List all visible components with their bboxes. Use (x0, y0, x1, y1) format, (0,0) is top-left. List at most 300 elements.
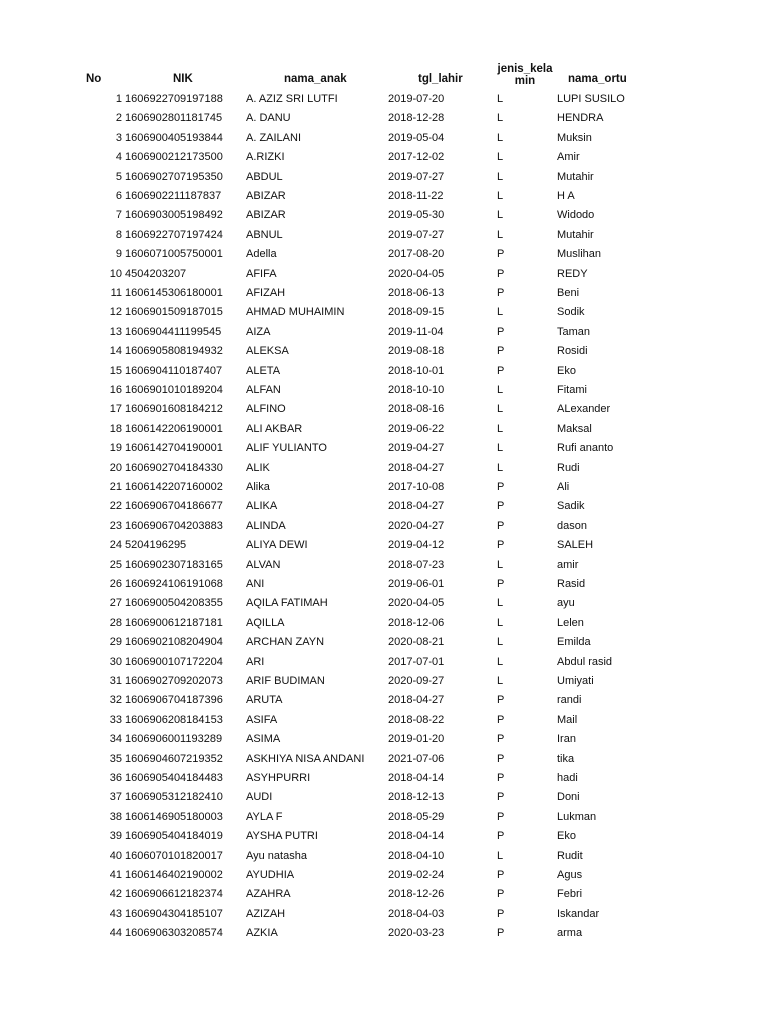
cell-jenis-kelamin: L (497, 597, 504, 610)
table-row (0, 206, 768, 225)
table-row (0, 420, 768, 439)
cell-no: 40 (109, 849, 122, 862)
cell-tgl-lahir: 2020-08-21 (388, 636, 445, 649)
cell-jenis-kelamin: P (497, 830, 505, 843)
table-row (0, 866, 768, 885)
table-row (0, 342, 768, 361)
cell-tgl-lahir: 2018-08-22 (388, 713, 445, 726)
cell-nama-anak: ABDUL (246, 170, 283, 183)
cell-jenis-kelamin: P (497, 713, 505, 726)
cell-nik: 1606901509187015 (125, 306, 223, 319)
table-row (0, 459, 768, 478)
cell-nama-ortu: Eko (557, 830, 576, 843)
cell-nama-anak: AIZA (246, 325, 271, 338)
cell-tgl-lahir: 2018-04-27 (388, 500, 445, 513)
cell-nama-ortu: Iskandar (557, 907, 600, 920)
cell-nama-ortu: Maksal (557, 422, 592, 435)
cell-nama-ortu: SALEH (557, 539, 594, 552)
cell-no: 43 (109, 907, 122, 920)
cell-jenis-kelamin: P (497, 733, 505, 746)
cell-nama-anak: ALVAN (246, 558, 281, 571)
cell-jenis-kelamin: P (497, 927, 505, 940)
cell-jenis-kelamin: P (497, 500, 505, 513)
cell-jenis-kelamin: P (497, 539, 505, 552)
cell-jenis-kelamin: P (497, 364, 505, 377)
cell-tgl-lahir: 2017-10-08 (388, 481, 445, 493)
table-row (0, 187, 768, 206)
cell-no: 28 (109, 616, 122, 629)
cell-tgl-lahir: 2018-12-26 (388, 888, 445, 901)
cell-nik: 1606146402190002 (125, 869, 223, 881)
cell-nama-ortu: Agus (557, 869, 583, 881)
table-row (0, 769, 768, 788)
cell-no: 32 (109, 694, 122, 707)
cell-nama-anak: AQILLA (246, 616, 285, 629)
cell-no: 19 (109, 442, 122, 455)
cell-nama-ortu: Muslihan (557, 248, 602, 261)
table-row (0, 808, 768, 827)
cell-tgl-lahir: 2018-12-13 (388, 791, 445, 804)
cell-jenis-kelamin: P (497, 694, 505, 707)
cell-tgl-lahir: 2021-07-06 (388, 752, 445, 765)
cell-nama-ortu: dason (557, 519, 587, 532)
cell-no: 44 (109, 927, 122, 940)
cell-nama-anak: ABNUL (246, 228, 283, 241)
table-row (0, 381, 768, 400)
cell-nama-anak: A. DANU (246, 112, 291, 125)
cell-jenis-kelamin: L (497, 306, 504, 319)
cell-nik: 1606902709202073 (125, 675, 223, 687)
cell-nik: 1606904304185107 (125, 907, 223, 920)
cell-nik: 1606902801181745 (125, 112, 223, 125)
cell-jenis-kelamin: P (497, 248, 505, 261)
cell-tgl-lahir: 2018-10-10 (388, 384, 445, 396)
cell-nik: 1606905404184019 (125, 830, 223, 843)
cell-no: 37 (109, 791, 122, 804)
cell-jenis-kelamin: P (497, 345, 505, 358)
cell-nama-ortu: Mail (557, 713, 578, 726)
cell-jenis-kelamin: L (497, 636, 504, 649)
cell-nik: 1606146905180003 (125, 810, 223, 823)
cell-nama-ortu: Beni (557, 287, 580, 299)
cell-jenis-kelamin: L (497, 422, 504, 435)
cell-nik: 1606901010189204 (125, 384, 223, 396)
cell-nik: 1606900212173500 (125, 151, 223, 164)
table-row (0, 517, 768, 536)
cell-nik: 1606904110187407 (125, 364, 223, 377)
cell-nik: 1606900107172204 (125, 655, 223, 668)
cell-nik: 1606900504208355 (125, 597, 223, 610)
cell-jenis-kelamin: L (497, 655, 504, 668)
cell-nama-anak: ALI AKBAR (246, 422, 303, 435)
cell-nama-anak: A. AZIZ SRI LUTFI (246, 93, 338, 105)
cell-tgl-lahir: 2019-01-20 (388, 733, 445, 746)
cell-nik: 1606906704186677 (125, 500, 223, 513)
cell-nik: 1606902108204904 (125, 636, 223, 649)
cell-no: 20 (109, 461, 122, 474)
table-row (0, 478, 768, 497)
header-nama-anak: nama_anak (284, 73, 347, 85)
cell-nama-anak: ARCHAN ZAYN (246, 636, 325, 649)
cell-nik: 1606906704203883 (125, 519, 223, 532)
cell-nama-ortu: hadi (557, 772, 578, 784)
cell-nik: 1606905312182410 (125, 791, 223, 804)
cell-no: 13 (109, 325, 122, 338)
cell-nik: 1606145306180001 (125, 287, 223, 299)
cell-nama-ortu: REDY (557, 267, 588, 280)
cell-nik: 1606903005198492 (125, 209, 223, 222)
cell-no: 23 (109, 519, 122, 532)
table-row (0, 226, 768, 245)
cell-tgl-lahir: 2018-05-29 (388, 810, 445, 823)
cell-jenis-kelamin: P (497, 907, 505, 920)
cell-tgl-lahir: 2019-05-30 (388, 209, 445, 222)
table-row (0, 594, 768, 613)
header-no: No (86, 73, 102, 85)
cell-tgl-lahir: 2018-04-10 (388, 849, 445, 862)
cell-tgl-lahir: 2017-07-01 (388, 655, 445, 668)
table-row (0, 633, 768, 652)
table-row (0, 788, 768, 807)
cell-nik: 1606902707195350 (125, 170, 223, 183)
cell-jenis-kelamin: P (497, 325, 505, 338)
cell-nik: 1606070101820017 (125, 849, 223, 862)
cell-jenis-kelamin: L (497, 170, 504, 183)
cell-tgl-lahir: 2018-11-22 (388, 190, 444, 202)
cell-no: 7 (115, 209, 122, 222)
cell-nama-ortu: Muksin (557, 131, 592, 144)
cell-jenis-kelamin: L (497, 675, 504, 687)
cell-no: 27 (109, 597, 122, 610)
cell-nama-ortu: HENDRA (557, 112, 604, 125)
cell-nama-ortu: Widodo (557, 209, 595, 222)
cell-nama-anak: ALFINO (246, 403, 286, 416)
cell-tgl-lahir: 2019-04-12 (388, 539, 445, 552)
cell-nama-ortu: tika (557, 752, 575, 765)
cell-nama-ortu: ALexander (557, 403, 611, 416)
cell-no: 14 (109, 345, 122, 358)
cell-nama-anak: AFIZAH (246, 287, 286, 299)
cell-nama-ortu: Febri (557, 888, 583, 901)
cell-nama-ortu: Rosidi (557, 345, 588, 358)
cell-no: 35 (109, 752, 122, 765)
cell-tgl-lahir: 2020-04-27 (388, 519, 445, 532)
cell-tgl-lahir: 2018-09-15 (388, 306, 445, 319)
cell-jenis-kelamin: P (497, 791, 505, 804)
cell-nik: 1606902307183165 (125, 558, 223, 571)
table-row (0, 323, 768, 342)
cell-tgl-lahir: 2017-08-20 (388, 248, 445, 261)
cell-nama-anak: AQILA FATIMAH (246, 597, 328, 610)
table-row (0, 827, 768, 846)
cell-no: 10 (109, 267, 122, 280)
cell-nama-ortu: H A (557, 190, 575, 202)
cell-nama-ortu: Emilda (557, 636, 591, 649)
table-row (0, 711, 768, 730)
table-row (0, 905, 768, 924)
cell-nama-ortu: Doni (557, 791, 580, 804)
cell-nik: 4504203207 (125, 267, 187, 280)
cell-no: 41 (109, 869, 122, 881)
cell-no: 2 (115, 112, 122, 125)
cell-no: 16 (109, 384, 122, 396)
cell-nama-anak: ASKHIYA NISA ANDANI (246, 752, 365, 765)
table-row (0, 245, 768, 264)
cell-nik: 1606904607219352 (125, 752, 223, 765)
cell-tgl-lahir: 2019-06-01 (388, 578, 445, 590)
table-row (0, 653, 768, 672)
table-row (0, 109, 768, 128)
table-row (0, 168, 768, 187)
cell-jenis-kelamin: L (497, 616, 504, 629)
cell-nama-ortu: randi (557, 694, 582, 707)
cell-tgl-lahir: 2019-11-04 (388, 325, 444, 338)
table-row (0, 672, 768, 691)
table-row (0, 303, 768, 322)
cell-tgl-lahir: 2019-04-27 (388, 442, 445, 455)
cell-nama-anak: ARUTA (246, 694, 283, 707)
cell-jenis-kelamin: L (497, 403, 504, 416)
cell-tgl-lahir: 2018-08-16 (388, 403, 445, 416)
cell-nama-ortu: ayu (557, 597, 575, 610)
cell-nik: 1606924106191068 (125, 578, 223, 590)
cell-nama-anak: ALETA (246, 364, 281, 377)
cell-jenis-kelamin: L (497, 209, 504, 222)
cell-nama-anak: ARI (246, 655, 265, 668)
cell-nik: 1606071005750001 (125, 248, 223, 261)
cell-no: 17 (109, 403, 122, 416)
cell-nama-anak: AYUDHIA (246, 869, 295, 881)
cell-nama-anak: Alika (246, 481, 270, 493)
table-row (0, 924, 768, 943)
cell-nik: 1606142206190001 (125, 422, 223, 435)
cell-nama-ortu: LUPI SUSILO (557, 93, 625, 105)
table-row (0, 847, 768, 866)
cell-nama-anak: AZKIA (246, 927, 278, 940)
cell-nama-ortu: Lelen (557, 616, 584, 629)
cell-no: 29 (109, 636, 122, 649)
cell-tgl-lahir: 2018-06-13 (388, 287, 445, 299)
cell-no: 1 (115, 93, 122, 105)
cell-no: 9 (115, 248, 122, 261)
table-row (0, 400, 768, 419)
cell-nik: 1606902704184330 (125, 461, 223, 474)
cell-no: 33 (109, 713, 122, 726)
cell-no: 5 (115, 170, 122, 183)
cell-nik: 1606905808194932 (125, 345, 223, 358)
cell-nama-ortu: Rudi (557, 461, 580, 474)
cell-jenis-kelamin: P (497, 772, 505, 784)
cell-no: 12 (109, 306, 122, 319)
cell-jenis-kelamin: L (497, 93, 504, 105)
cell-nik: 1606906303208574 (125, 927, 223, 940)
cell-nama-anak: A.RIZKI (246, 151, 285, 164)
cell-nama-anak: A. ZAILANI (246, 131, 302, 144)
cell-no: 6 (115, 190, 122, 202)
cell-jenis-kelamin: L (497, 131, 504, 144)
cell-no: 39 (109, 830, 122, 843)
cell-nama-ortu: Lukman (557, 810, 597, 823)
cell-jenis-kelamin: L (497, 849, 504, 862)
cell-tgl-lahir: 2019-07-20 (388, 93, 445, 105)
cell-nik: 1606900612187181 (125, 616, 223, 629)
cell-jenis-kelamin: P (497, 888, 505, 901)
cell-nama-anak: Ayu natasha (246, 849, 307, 862)
cell-nik: 1606900405193844 (125, 131, 223, 144)
cell-nama-anak: ALEKSA (246, 345, 289, 358)
table-row (0, 750, 768, 769)
cell-no: 31 (109, 675, 122, 687)
cell-jenis-kelamin: L (497, 461, 504, 474)
cell-nama-ortu: Mutahir (557, 228, 594, 241)
cell-nik: 1606922707197424 (125, 228, 223, 241)
cell-jenis-kelamin: P (497, 578, 505, 590)
cell-nama-anak: ABIZAR (246, 190, 286, 202)
cell-no: 24 (109, 539, 122, 552)
table-row (0, 265, 768, 284)
cell-jenis-kelamin: L (497, 151, 504, 164)
cell-nama-ortu: Rufi ananto (557, 442, 614, 455)
cell-nama-ortu: Iran (557, 733, 576, 746)
cell-nama-anak: ABIZAR (246, 209, 286, 222)
table-row (0, 497, 768, 516)
cell-nik: 1606904411199545 (125, 325, 222, 338)
cell-tgl-lahir: 2018-12-06 (388, 616, 445, 629)
cell-nama-anak: ANI (246, 578, 265, 590)
header-nama-ortu: nama_ortu (568, 73, 627, 85)
table-row (0, 691, 768, 710)
cell-jenis-kelamin: P (497, 752, 505, 765)
cell-nik: 1606906704187396 (125, 694, 223, 707)
cell-nama-ortu: Abdul rasid (557, 655, 613, 668)
cell-tgl-lahir: 2019-07-27 (388, 228, 445, 241)
cell-nama-anak: ARIF BUDIMAN (246, 675, 325, 687)
cell-tgl-lahir: 2020-09-27 (388, 675, 445, 687)
cell-nama-ortu: Umiyati (557, 675, 594, 687)
cell-no: 4 (115, 151, 122, 164)
cell-nama-ortu: Rasid (557, 578, 586, 590)
cell-tgl-lahir: 2018-04-27 (388, 694, 445, 707)
table-row (0, 148, 768, 167)
cell-tgl-lahir: 2019-05-04 (388, 131, 445, 144)
cell-nama-ortu: Mutahir (557, 170, 594, 183)
table-row (0, 556, 768, 575)
cell-jenis-kelamin: L (497, 112, 504, 125)
table-row (0, 129, 768, 148)
cell-jenis-kelamin: P (497, 481, 505, 493)
cell-tgl-lahir: 2018-07-23 (388, 558, 445, 571)
cell-nik: 1606902211187837 (125, 190, 222, 202)
table-row (0, 90, 768, 109)
cell-nama-anak: ALIF YULIANTO (246, 442, 327, 455)
cell-nama-ortu: amir (557, 558, 579, 571)
cell-nik: 1606905404184483 (125, 772, 223, 784)
header-tgl-lahir: tgl_lahir (418, 73, 463, 85)
cell-no: 30 (109, 655, 122, 668)
cell-tgl-lahir: 2019-06-22 (388, 422, 445, 435)
cell-no: 36 (109, 772, 122, 784)
cell-tgl-lahir: 2018-04-14 (388, 830, 445, 843)
cell-jenis-kelamin: P (497, 267, 505, 280)
cell-nama-anak: ALINDA (246, 519, 286, 532)
cell-nama-anak: AYLA F (246, 810, 283, 823)
header-jenis-kelamin: jenis_kela min (497, 63, 553, 87)
cell-nama-anak: ALIKA (246, 500, 278, 513)
cell-nama-ortu: Sadik (557, 500, 585, 513)
cell-tgl-lahir: 2020-04-05 (388, 597, 445, 610)
cell-tgl-lahir: 2020-03-23 (388, 927, 445, 940)
cell-jenis-kelamin: L (497, 442, 504, 455)
cell-jenis-kelamin: P (497, 810, 505, 823)
cell-tgl-lahir: 2018-10-01 (388, 364, 445, 377)
cell-nama-anak: AHMAD MUHAIMIN (246, 306, 345, 319)
cell-nama-anak: Adella (246, 248, 277, 261)
header-nik: NIK (173, 73, 193, 85)
cell-jenis-kelamin: L (497, 384, 504, 396)
table-row (0, 730, 768, 749)
cell-nik: 1606922709197188 (125, 93, 223, 105)
cell-jenis-kelamin: P (497, 869, 505, 881)
cell-nama-anak: ALIYA DEWI (246, 539, 308, 552)
cell-nama-ortu: arma (557, 927, 583, 940)
table-row (0, 439, 768, 458)
cell-jenis-kelamin: P (497, 519, 505, 532)
table-row (0, 614, 768, 633)
cell-tgl-lahir: 2018-12-28 (388, 112, 445, 125)
cell-nama-ortu: Rudit (557, 849, 583, 862)
cell-nama-anak: AYSHA PUTRI (246, 830, 318, 843)
cell-no: 21 (109, 481, 122, 493)
cell-nama-anak: AZAHRA (246, 888, 291, 901)
cell-nik: 1606901608184212 (125, 403, 223, 416)
cell-tgl-lahir: 2017-12-02 (388, 151, 445, 164)
cell-nama-ortu: Ali (557, 481, 570, 493)
cell-nama-anak: ALIK (246, 461, 270, 474)
table-row (0, 284, 768, 303)
cell-no: 22 (109, 500, 122, 513)
cell-nama-ortu: Fitami (557, 384, 587, 396)
cell-no: 18 (109, 422, 122, 435)
cell-nik: 1606906208184153 (125, 713, 223, 726)
cell-nama-anak: AUDI (246, 791, 273, 804)
cell-nama-anak: ALFAN (246, 384, 281, 396)
cell-tgl-lahir: 2019-08-18 (388, 345, 445, 358)
cell-nik: 1606142207160002 (125, 481, 223, 493)
cell-tgl-lahir: 2019-02-24 (388, 869, 445, 881)
cell-nama-ortu: Sodik (557, 306, 585, 319)
cell-no: 34 (109, 733, 122, 746)
table-row (0, 536, 768, 555)
cell-nik: 1606906001193289 (125, 733, 223, 746)
cell-tgl-lahir: 2019-07-27 (388, 170, 445, 183)
cell-no: 42 (109, 888, 122, 901)
table-row (0, 885, 768, 904)
cell-no: 38 (109, 810, 122, 823)
cell-nama-ortu: Eko (557, 364, 576, 377)
cell-tgl-lahir: 2018-04-03 (388, 907, 445, 920)
cell-jenis-kelamin: P (497, 287, 505, 299)
cell-jenis-kelamin: L (497, 190, 504, 202)
cell-nik: 1606142704190001 (125, 442, 223, 455)
cell-nama-anak: ASIMA (246, 733, 281, 746)
cell-no: 3 (115, 131, 122, 144)
cell-no: 15 (109, 364, 122, 377)
cell-nama-anak: AFIFA (246, 267, 277, 280)
cell-no: 26 (109, 578, 122, 590)
cell-nik: 5204196295 (125, 539, 187, 552)
cell-tgl-lahir: 2018-04-27 (388, 461, 445, 474)
cell-nama-ortu: Amir (557, 151, 580, 164)
